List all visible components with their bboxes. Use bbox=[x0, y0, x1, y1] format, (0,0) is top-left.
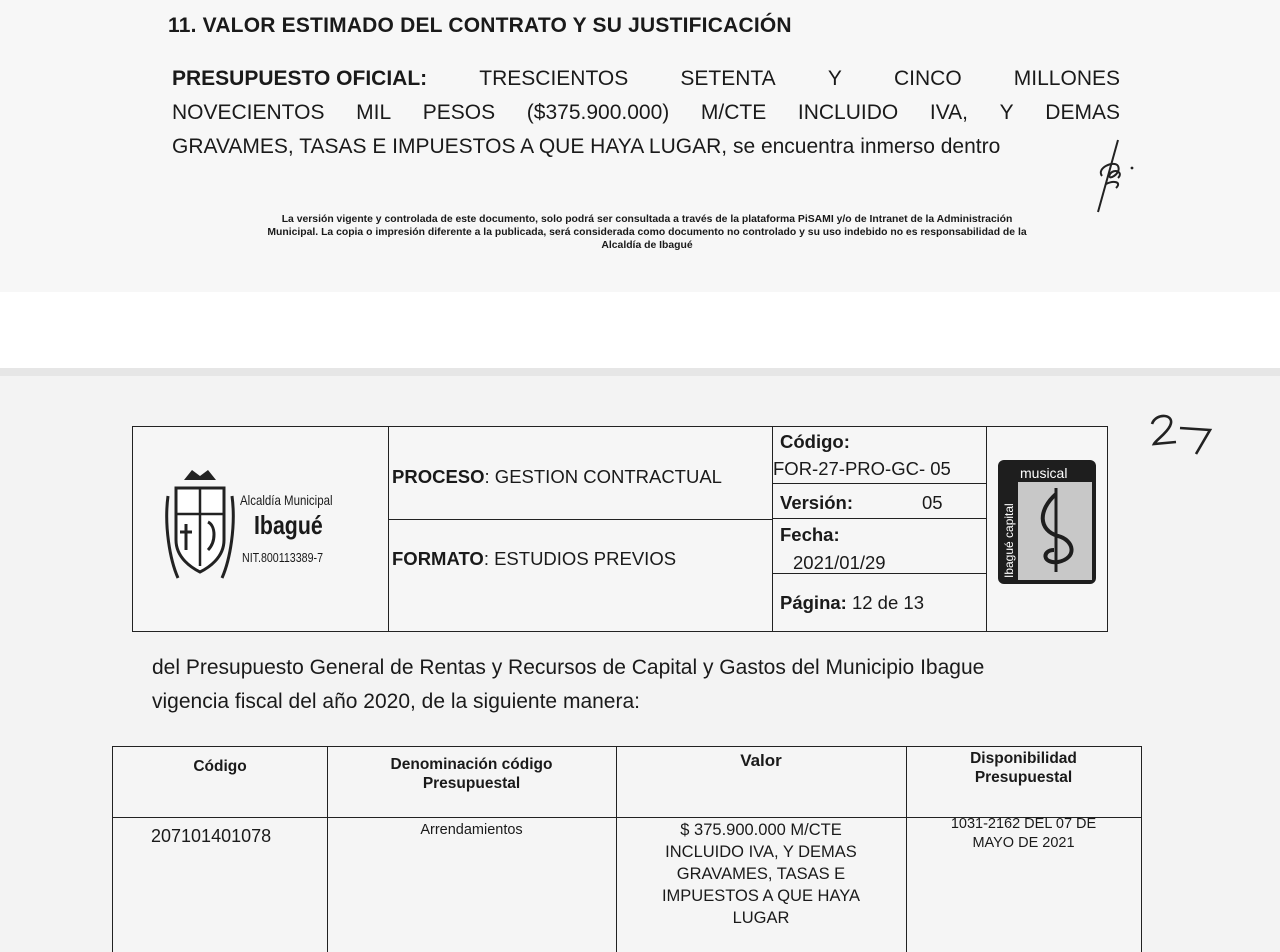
header-denominacion-line: Presupuestal bbox=[422, 775, 521, 792]
proceso-value: : GESTION CONTRACTUAL bbox=[484, 466, 722, 487]
codigo-value: FOR-27-PRO-GC- 05 bbox=[773, 458, 951, 479]
logo-nit: NIT.800113389-7 bbox=[242, 550, 324, 565]
presupuesto-oficial-label: PRESUPUESTO OFICIAL: bbox=[172, 67, 428, 90]
header-valor: Valor bbox=[740, 751, 782, 770]
formato-field bbox=[392, 548, 676, 570]
paragraph-word: M/CTE bbox=[700, 101, 767, 124]
cell-valor bbox=[616, 819, 906, 929]
version-value: 05 bbox=[922, 492, 943, 513]
handwritten-signature-mark bbox=[1088, 138, 1138, 218]
paragraph-word: CINCO bbox=[893, 67, 962, 90]
paragraph-line-1 bbox=[172, 62, 1120, 96]
budget-table bbox=[112, 746, 1142, 952]
footer-note-line: La versión vigente y controlada de este documento, solo podrá ser consultada a través de la plataforma PiSAMI y/o de Intranet de la Administración bbox=[281, 214, 1013, 225]
paragraph-word: NOVECIENTOS bbox=[172, 101, 325, 124]
cell-valor-line: GRAVAMES, TASAS E bbox=[676, 865, 846, 883]
paragraph-word: DEMAS bbox=[1045, 101, 1120, 124]
page-gap bbox=[0, 292, 1280, 368]
logo-city: Ibagué bbox=[254, 510, 323, 540]
paragraph-word: Y bbox=[999, 101, 1014, 124]
paragraph-word: MILLONES bbox=[1013, 67, 1120, 90]
footer-note-line: Alcaldía de Ibagué bbox=[601, 240, 693, 251]
fecha-value: 2021/01/29 bbox=[793, 552, 886, 573]
paragraph-word: Y bbox=[827, 67, 842, 90]
handwritten-page-number bbox=[1146, 408, 1216, 458]
paragraph-line-2 bbox=[172, 96, 1120, 130]
header-disponibilidad-line: Presupuestal bbox=[974, 769, 1073, 786]
cell-codigo: 207101401078 bbox=[151, 826, 272, 846]
paragraph-word: IVA, bbox=[929, 101, 968, 124]
header-disponibilidad-line: Disponibilidad bbox=[970, 750, 1077, 767]
music-logo-word: musical bbox=[1020, 465, 1068, 481]
ibague-capital-musical-logo bbox=[998, 460, 1098, 586]
cell-disponibilidad-line: MAYO DE 2021 bbox=[972, 835, 1075, 851]
cell-disponibilidad bbox=[906, 815, 1141, 853]
intro-line-1: del Presupuesto General de Rentas y Recursos de Capital y Gastos del Municipio Ibague bbox=[152, 656, 985, 679]
formato-value: : ESTUDIOS PREVIOS bbox=[483, 548, 677, 569]
paragraph-word: ($375.900.000) bbox=[526, 101, 670, 124]
cell-valor-line: LUGAR bbox=[732, 909, 790, 927]
version-label: Versión: bbox=[780, 492, 853, 513]
intro-line-2: vigencia fiscal del año 2020, de la siguiente manera: bbox=[152, 690, 640, 713]
pagina-value: 12 de 13 bbox=[851, 592, 924, 613]
paragraph-word: SETENTA bbox=[680, 67, 776, 90]
fecha-label: Fecha: bbox=[780, 524, 840, 545]
cell-denominacion: Arrendamientos bbox=[420, 822, 523, 838]
section-heading: 11. VALOR ESTIMADO DEL CONTRATO Y SU JUSTIFICACIÓN bbox=[168, 14, 792, 37]
pagina-field bbox=[780, 592, 924, 614]
codigo-label: Código: bbox=[780, 431, 850, 452]
alcaldia-coat-of-arms-icon bbox=[164, 466, 236, 584]
cell-valor-line: INCLUIDO IVA, Y DEMAS bbox=[665, 843, 857, 861]
logo-title: Alcaldía Municipal bbox=[240, 492, 333, 508]
cell-valor-line: $ 375.900.000 M/CTE bbox=[680, 821, 842, 839]
header-denominacion-line: Denominación código bbox=[390, 756, 553, 773]
proceso-field bbox=[392, 466, 722, 488]
paragraph-line-3: GRAVAMES, TASAS E IMPUESTOS A QUE HAYA LUGAR, se encuentra inmerso dentro bbox=[172, 135, 1001, 158]
paragraph-word: PESOS bbox=[422, 101, 496, 124]
document-control-note bbox=[170, 213, 1124, 252]
previous-page-fragment bbox=[0, 0, 1280, 292]
pagina-label: Página: bbox=[780, 592, 847, 613]
proceso-label: PROCESO bbox=[392, 466, 485, 487]
formato-label: FORMATO bbox=[392, 548, 484, 569]
header-disponibilidad bbox=[906, 749, 1141, 787]
cell-valor-line: IMPUESTOS A QUE HAYA bbox=[661, 887, 861, 905]
footer-note-line: Municipal. La copia o impresión diferente a la publicada, será considerada como documento no controlado y su uso indebido no es responsabilidad de la bbox=[267, 227, 1027, 238]
header-codigo: Código bbox=[193, 758, 247, 775]
header-denominacion bbox=[327, 755, 616, 793]
music-logo-vertical: Ibagué capital bbox=[1002, 503, 1016, 578]
paragraph-word: INCLUIDO bbox=[797, 101, 899, 124]
cell-disponibilidad-line: 1031-2162 DEL 07 DE bbox=[950, 816, 1097, 832]
paragraph-word: MIL bbox=[356, 101, 392, 124]
paragraph-word: TRESCIENTOS bbox=[479, 67, 629, 90]
